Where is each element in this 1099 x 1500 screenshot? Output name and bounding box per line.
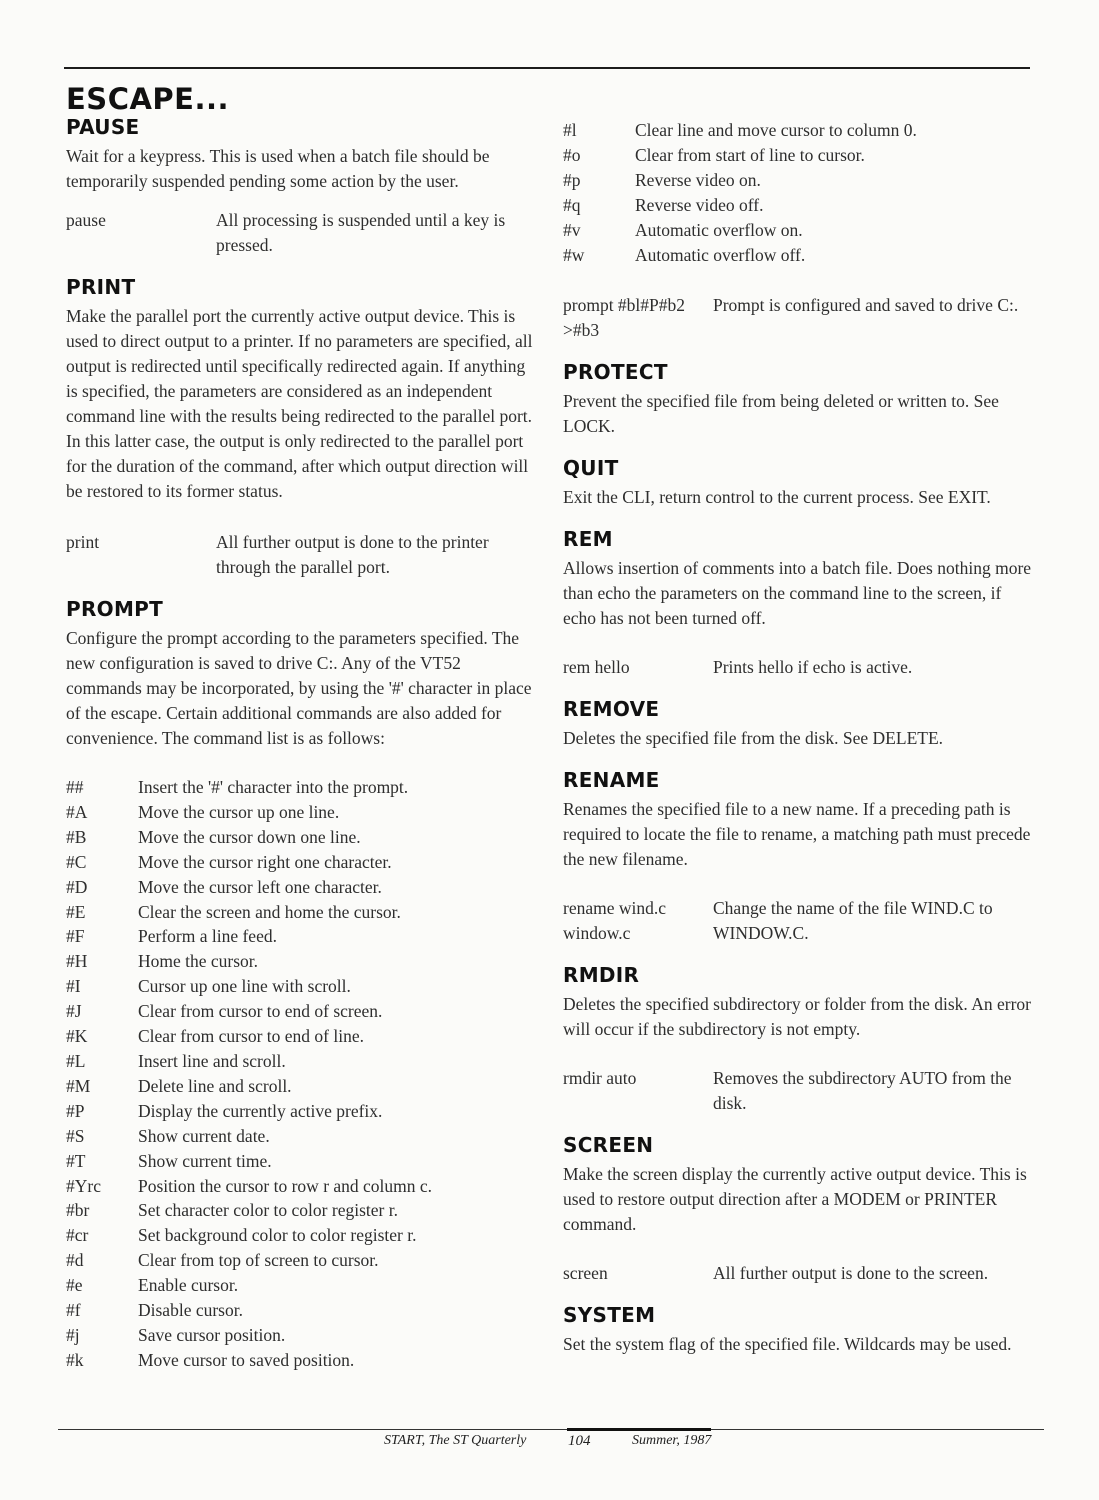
code-description: Clear the screen and home the cursor. — [138, 901, 401, 922]
bottom-rule-accent — [567, 1428, 711, 1431]
code-key: #H — [66, 951, 88, 972]
code-description: Clear from top of screen to cursor. — [138, 1250, 379, 1271]
example-description: Prompt is configured and saved to drive C:. — [713, 295, 1019, 316]
code-row — [66, 850, 538, 875]
code-description: Insert the '#' character into the prompt. — [138, 777, 409, 797]
code-description: Show current time. — [138, 1150, 272, 1171]
code-description: Show current date. — [138, 1125, 270, 1146]
example-description: All processing is suspended until a key is pressed. — [216, 210, 506, 255]
code-description: Move cursor to saved position. — [138, 1349, 355, 1370]
code-description: Move the cursor left one character. — [138, 876, 382, 897]
example-description: All further output is done to the screen. — [713, 1263, 989, 1284]
code-description: Reverse video on. — [635, 169, 761, 190]
code-key: #M — [66, 1075, 91, 1096]
code-row — [66, 800, 538, 825]
code-description: Enable cursor. — [138, 1275, 239, 1296]
code-key: #B — [66, 826, 87, 847]
prompt-code-list — [66, 775, 538, 1373]
remove-description: Deletes the specified file from the disk. See DELETE. — [563, 728, 944, 749]
code-row — [66, 924, 538, 949]
rmdir-description: Deletes the specified subdirectory or folder from the disk. An error will occur if the subdirectory is not empty. — [563, 994, 1031, 1040]
code-row — [66, 1198, 538, 1223]
rename-example — [563, 896, 1033, 946]
code-row — [66, 1348, 538, 1373]
code-key: ## — [66, 777, 84, 797]
code-key: #A — [66, 801, 88, 822]
example-command: print — [66, 532, 100, 552]
code-description: Reverse video off. — [635, 194, 764, 215]
right-column — [563, 118, 1033, 1357]
print-example — [66, 530, 538, 580]
code-row — [66, 1273, 538, 1298]
print-description: Make the parallel port the currently active output device. This is used to direct output to a printer. If no parameters are specified, all output is redirected until specifically redirected again. If anything is specified, the parameters are considered as an independent command line with the results being redirected to the parallel port. In this latter case, the output is only redirected to the parallel port for the duration of the command, after which output direction will be restored to its former status. — [66, 306, 533, 501]
quit-description: Exit the CLI, return control to the current process. See EXIT. — [563, 487, 991, 508]
left-column — [66, 84, 538, 1373]
rem-description: Allows insertion of comments into a batch file. Does nothing more than echo the parameters on the command line to the screen, if echo has not been turned off. — [563, 558, 1032, 629]
code-row — [66, 825, 538, 850]
protect-description: Prevent the specified file from being deleted or written to. See LOCK. — [563, 391, 999, 437]
section-title-screen: SCREEN — [563, 1133, 654, 1158]
code-description: Automatic overflow off. — [635, 244, 806, 265]
section-title-pause: PAUSE — [66, 115, 140, 139]
code-key: #E — [66, 901, 86, 922]
code-row — [66, 1248, 538, 1273]
section-title-protect: PROTECT — [563, 360, 668, 385]
system-description: Set the system flag of the specified file. Wildcards may be used. — [563, 1334, 1012, 1355]
code-row — [66, 974, 538, 999]
code-description: Clear from start of line to cursor. — [635, 144, 865, 165]
code-row — [66, 900, 538, 925]
prompt-example — [563, 293, 1033, 343]
code-row — [66, 1174, 538, 1199]
section-title-print: PRINT — [66, 275, 136, 299]
code-key: #cr — [66, 1225, 89, 1246]
code-key: #J — [66, 1001, 82, 1022]
prompt-code-list-continued — [563, 118, 1033, 267]
code-description: Move the cursor down one line. — [138, 826, 361, 847]
code-row — [66, 1099, 538, 1124]
section-title-remove: REMOVE — [563, 697, 660, 722]
code-key: #v — [563, 219, 581, 240]
code-row — [563, 168, 1033, 193]
code-key: #Yrc — [66, 1175, 101, 1196]
section-title-system: SYSTEM — [563, 1303, 656, 1328]
code-row — [563, 118, 1033, 143]
example-command: screen — [563, 1263, 608, 1284]
code-description: Clear from cursor to end of line. — [138, 1026, 364, 1047]
bottom-rule — [58, 1429, 1044, 1430]
code-row — [66, 1323, 538, 1348]
code-key: #p — [563, 169, 581, 190]
code-row — [563, 193, 1033, 218]
section-title-rename: RENAME — [563, 768, 660, 793]
code-row — [66, 1074, 538, 1099]
example-description: Change the name of the file WIND.C to WINDOW.C. — [713, 898, 993, 944]
code-key: #P — [66, 1100, 85, 1121]
code-description: Insert line and scroll. — [138, 1050, 286, 1071]
code-key: #e — [66, 1275, 83, 1296]
section-title-quit: QUIT — [563, 456, 619, 481]
code-key: #j — [66, 1324, 80, 1345]
code-row — [66, 875, 538, 900]
example-command: pause — [66, 210, 106, 230]
rmdir-example — [563, 1066, 1033, 1116]
code-description: Clear from cursor to end of screen. — [138, 1001, 383, 1022]
code-row — [66, 1049, 538, 1074]
code-description: Delete line and scroll. — [138, 1075, 292, 1096]
example-description: Prints hello if echo is active. — [713, 657, 913, 678]
rem-example — [563, 655, 1033, 680]
code-row — [66, 1024, 538, 1049]
example-command: rename wind.c window.c — [563, 898, 667, 944]
rename-description: Renames the specified file to a new name. If a preceding path is required to locate the file to rename, a matching path must precede the new filename. — [563, 799, 1031, 870]
code-row — [66, 775, 538, 800]
section-title-rem: REM — [563, 527, 613, 552]
screen-description: Make the screen display the currently active output device. This is used to restore output direction after a MODEM or PRINTER command. — [563, 1164, 1027, 1235]
code-description: Set background color to color register r. — [138, 1225, 417, 1246]
code-description: Automatic overflow on. — [635, 219, 803, 240]
code-description: Move the cursor right one character. — [138, 851, 392, 872]
code-description: Position the cursor to row r and column c. — [138, 1175, 433, 1196]
example-command: prompt #bl#P#b2 >#b3 — [563, 295, 686, 341]
footer-page-number: 104 — [568, 1433, 591, 1449]
code-row — [563, 243, 1033, 268]
top-rule — [64, 67, 1030, 69]
footer-publication: START, The ST Quarterly — [384, 1433, 527, 1448]
code-description: Clear line and move cursor to column 0. — [635, 120, 917, 140]
code-key: #br — [66, 1200, 90, 1221]
code-description: Set character color to color register r. — [138, 1200, 398, 1221]
screen-example — [563, 1261, 1033, 1286]
footer-issue: Summer, 1987 — [632, 1433, 712, 1448]
code-key: #w — [563, 244, 585, 265]
code-key: #S — [66, 1125, 85, 1146]
code-row — [563, 143, 1033, 168]
code-row — [563, 218, 1033, 243]
code-key: #q — [563, 194, 581, 215]
code-key: #C — [66, 851, 87, 872]
code-key: #F — [66, 926, 85, 947]
code-description: Disable cursor. — [138, 1300, 243, 1321]
code-key: #D — [66, 876, 88, 897]
example-command: rem hello — [563, 657, 630, 678]
code-row — [66, 1124, 538, 1149]
example-command: rmdir auto — [563, 1068, 637, 1089]
code-row — [66, 1149, 538, 1174]
pause-example — [66, 208, 538, 258]
code-row — [66, 1298, 538, 1323]
code-key: #L — [66, 1050, 86, 1071]
code-description: Perform a line feed. — [138, 926, 277, 947]
section-title-prompt: PROMPT — [66, 597, 164, 621]
code-key: #T — [66, 1150, 86, 1171]
code-key: #k — [66, 1349, 84, 1370]
code-description: Cursor up one line with scroll. — [138, 976, 351, 997]
code-key: #o — [563, 144, 581, 165]
code-description: Save cursor position. — [138, 1324, 286, 1345]
prompt-description: Configure the prompt according to the parameters specified. The new configuration is saved to drive C:. Any of the VT52 commands may be incorporated, by using the '#' character in place of the escape. Certain additional commands are also added for convenience. The command list is as follows: — [66, 628, 532, 748]
code-key: #I — [66, 976, 81, 997]
code-key: #f — [66, 1300, 81, 1321]
section-title-rmdir: RMDIR — [563, 963, 640, 988]
code-row — [66, 1223, 538, 1248]
code-description: Home the cursor. — [138, 951, 259, 972]
code-row — [66, 949, 538, 974]
page-title: ESCAPE... — [66, 82, 230, 116]
code-key: #K — [66, 1026, 88, 1047]
code-description: Move the cursor up one line. — [138, 801, 340, 822]
code-row — [66, 999, 538, 1024]
pause-description: Wait for a keypress. This is used when a batch file should be temporarily suspended pending some action by the user. — [66, 146, 490, 191]
code-key: #d — [66, 1250, 84, 1271]
example-description: Removes the subdirectory AUTO from the disk. — [713, 1068, 1012, 1114]
code-description: Display the currently active prefix. — [138, 1100, 383, 1121]
example-description: All further output is done to the printer through the parallel port. — [216, 532, 489, 577]
code-key: #l — [563, 120, 577, 140]
